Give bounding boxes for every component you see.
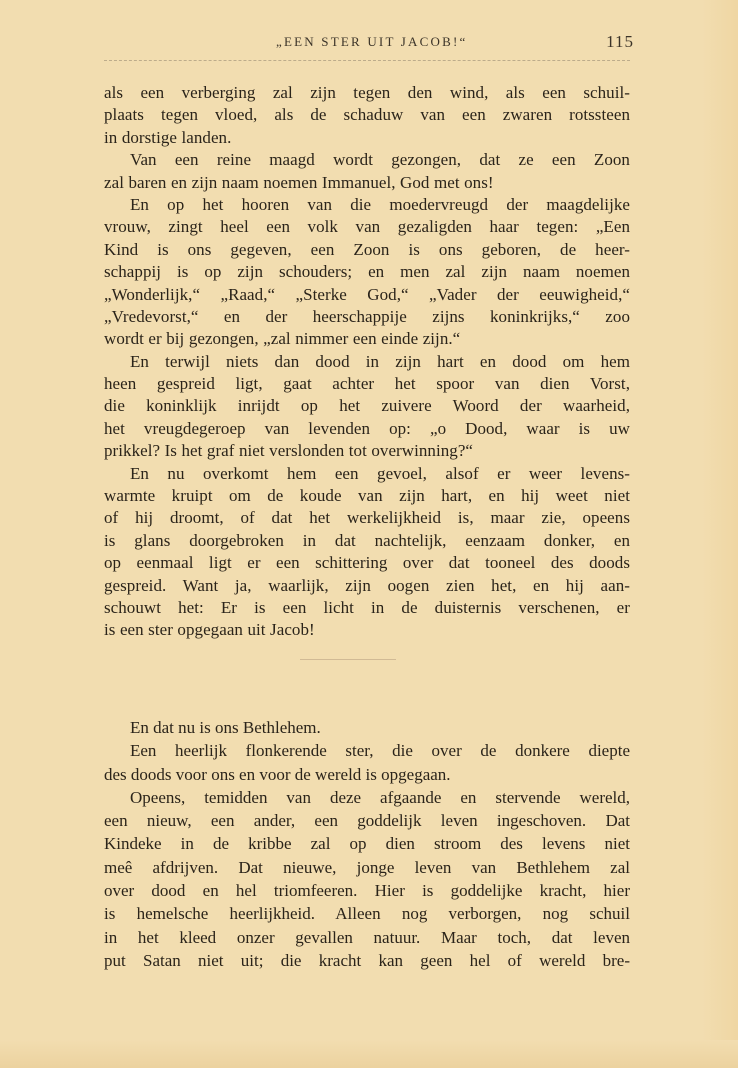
running-title: „EEN STER UIT JACOB!“ [276, 34, 468, 49]
page-bottom-shadow [0, 1040, 738, 1068]
text-line: meê afdrijven. Dat nieuwe, jonge leven van Bethlehem zal [104, 857, 630, 877]
main-text [104, 82, 630, 642]
text-line: is een ster opgegaan uit Jacob! [104, 620, 315, 640]
text-line: prikkel? Is het graf niet verslonden tot overwinning?“ [104, 441, 474, 461]
paragraph-3 [104, 194, 630, 351]
text-line: En op het hooren van die moedervreugd der maagdelijke [130, 194, 630, 214]
text-line: „Wonderlijk,“ „Raad,“ „Sterke God,“ „Vader der eeuwigheid,“ [104, 284, 630, 304]
text-line: over dood en hel triomfeeren. Hier is goddelijke kracht, hier [104, 881, 630, 901]
text-line: Opeens, temidden van deze afgaande en stervende wereld, [130, 787, 630, 807]
text-line: of hij droomt, of dat het werkelijkheid is, maar zie, opeens [104, 508, 630, 528]
paragraph-4 [104, 351, 630, 463]
text-line: op eenmaal ligt er een schittering over dat tooneel des doods [104, 553, 630, 573]
text-line: gespreid. Want ja, waarlijk, zijn oogen zien het, en hij aan- [104, 575, 630, 595]
text-line: Kindeke in de kribbe zal op dien stroom des levens niet [104, 834, 630, 854]
paragraph-1 [104, 82, 630, 149]
text-line: des doods voor ons en voor de wereld is opgegaan. [104, 764, 451, 784]
text-line: een nieuw, een ander, een goddelijk leven ingeschoven. Dat [104, 811, 630, 831]
text-line: En nu overkomt hem een gevoel, alsof er weer levens- [130, 463, 630, 483]
page-number: 115 [606, 32, 634, 51]
page-header [104, 32, 634, 56]
text-line: plaats tegen vloed, als de schaduw van een zwaren rotssteen [104, 105, 630, 125]
text-line: zal baren en zijn naam noemen Immanuel, God met ons! [104, 172, 494, 192]
paragraph-5 [104, 463, 630, 642]
text-line: die koninklijk inrijdt op het zuivere Woord der waarheid, [104, 396, 630, 416]
paragraph-2 [104, 149, 630, 194]
section-divider [300, 659, 396, 660]
paragraph-6 [104, 716, 630, 739]
text-line: het vreugdegeroep van levenden op: „o Dood, waar is uw [104, 418, 630, 438]
text-line: Een heerlijk flonkerende ster, die over de donkere diepte [130, 741, 630, 761]
text-line: wordt er bij gezongen, „zal nimmer een einde zijn.“ [104, 329, 461, 349]
text-line: heen gespreid ligt, gaat achter het spoor van dien Vorst, [104, 374, 630, 394]
text-line: schouwt het: Er is een licht in de duisternis verschenen, er [104, 597, 630, 617]
text-line: En terwijl niets dan dood in zijn hart en dood om hem [130, 351, 630, 371]
text-line: in het kleed onzer gevallen natuur. Maar toch, dat leven [104, 927, 630, 947]
text-line: Van een reine maagd wordt gezongen, dat ze een Zoon [130, 150, 630, 170]
text-line: als een verberging zal zijn tegen den wind, als een schuil- [104, 83, 630, 102]
text-line: warmte kruipt om de koude van zijn hart, en hij weet niet [104, 486, 630, 506]
text-line: En dat nu is ons Bethlehem. [130, 718, 321, 737]
text-line: is hemelsche heerlijkheid. Alleen nog verborgen, nog schuil [104, 904, 630, 924]
second-section-text [104, 716, 630, 972]
text-line: in dorstige landen. [104, 127, 232, 147]
text-line: schappij is op zijn schouders; en men zal zijn naam noemen [104, 262, 630, 282]
text-line: put Satan niet uit; die kracht kan geen hel of wereld bre- [104, 950, 630, 970]
paragraph-7 [104, 739, 630, 786]
paragraph-8 [104, 786, 630, 972]
page-edge-shadow [702, 0, 738, 1068]
text-line: „Vredevorst,“ en der heerschappije zijns koninkrijks,“ zoo [104, 306, 630, 326]
header-rule [104, 60, 630, 61]
text-line: Kind is ons gegeven, een Zoon is ons geboren, de heer- [104, 239, 630, 259]
text-line: vrouw, zingt heel een volk van gezaligden haar tegen: „Een [104, 217, 630, 237]
text-line: is glans doorgebroken in dat nachtelijk, eenzaam donker, en [104, 530, 630, 550]
